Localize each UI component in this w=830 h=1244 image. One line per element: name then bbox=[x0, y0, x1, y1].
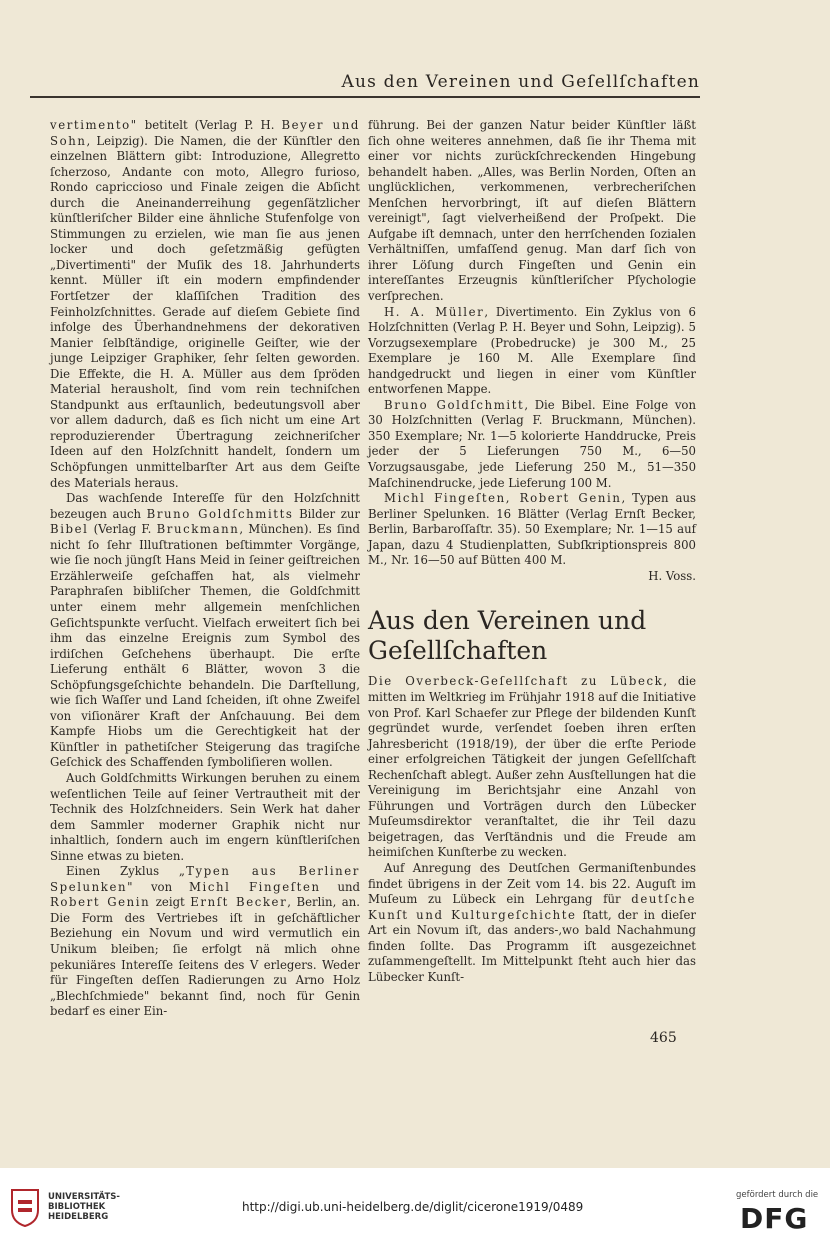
dfg-logo: DFG bbox=[740, 1202, 809, 1235]
text-run: ſtatt, der in dieſer Art ein Novum iſt, das anders-,wo bald Nachahmung finden ſollte. Das Programm iſt ausgezeichnet zuſammengeſtellt. Im Mittelpunkt ſteht auch hier das Lübecker Kunſt- bbox=[368, 907, 696, 984]
paragraph bbox=[368, 305, 696, 398]
spaced-text-run: Bibel bbox=[50, 522, 89, 537]
text-run: , Leipzig). Die Namen, die der Künſtler den einzelnen Blättern gibt: Introduzione, Allegretto ſcherzoso, Andante con moto, Allegro furioso, Rondo capriccioso und Finale zeigen die Abſicht durch die Aneinanderreihung gegenſätzlicher künſtleriſcher Bilder eine ähnliche Stufenfolge von Stimmungen zu erzielen, wie man ſie aus jenen locker und doch geſetzmäßig gefügten „Divertimenti" der Muſik des 18. Jahrhunderts kennt. Müller iſt ein modern empfindender Fortſetzer der klaſſiſchen Tradition des Feinholzſchnittes. Gerade auf dieſem Gebiete ſind infolge des Überhandnehmens der dekorativen Manier ſelbſtändige, originelle Geiſter, wie der junge Leipziger Graphiker, ſehr ſelten geworden. Die Effekte, die H. A. Müller aus dem ſpröden Material herausholt, ſind vom rein techniſchen Standpunkt aus erſtaunlich, bedeutungsvoll aber vor allem dadurch, daß es ſich nicht um eine Art reproduzierender Übertragung zeichneriſcher Ideen auf den Holzſchnitt handelt, ſondern um Schöpfungen unmittelbarſter Art aus dem Geiſte des Materials heraus. bbox=[50, 133, 360, 490]
text-run: und bbox=[320, 879, 360, 894]
spaced-text-run: Bruckmann bbox=[156, 522, 240, 537]
spaced-text-run: Michl Fingeſten bbox=[188, 879, 321, 894]
spaced-text-run: Beyer und Sohn bbox=[50, 118, 360, 148]
paragraph bbox=[50, 118, 360, 491]
paragraph bbox=[368, 398, 696, 491]
text-run: , Divertimento. Ein Zyklus von 6 Holzſchnitten (Verlag P. H. Beyer und Sohn, Leipzig). 5 Vorzugsexemplare (Probedrucke) je 300 M., 25 Exemplare je 160 M. Alle Exemplare ſind handgedruckt und liegen in einer vom Künſtler entworfenen Mappe. bbox=[368, 304, 696, 397]
text-run: , Berlin, an. Die Form des Vertriebes iſt in geſchäftlicher Beziehung ein Novum und wird vermutlich ein Unikum bleiben; ſie erfolgt nä mlich ohne pekuniäres Intereſſe ſeitens des V erlegers. Weder für Fingeſten deſſen Radierungen zu Arno Holz „Blechſchmiede" bekannt ſind, noch für Genin bedarf es einer Ein- bbox=[50, 895, 360, 1019]
running-head: Aus den Vereinen und Geſellſchaften bbox=[341, 72, 700, 92]
spaced-text-run: Michl Fingeſten, Robert Genin bbox=[384, 491, 622, 506]
spaced-text-run: H. A. Müller bbox=[384, 304, 485, 319]
text-run: zeigt bbox=[150, 895, 191, 910]
signature: H. Voss. bbox=[648, 568, 696, 583]
text-run: von bbox=[134, 879, 189, 894]
paragraph bbox=[50, 864, 360, 1019]
left-column bbox=[50, 118, 360, 1020]
section-heading: Aus den Vereinen und Geſellſchaften bbox=[368, 606, 647, 666]
library-logo-icon bbox=[8, 1188, 42, 1228]
spaced-text-run: Bruno Goldſchmitt bbox=[384, 397, 525, 412]
right-column-top bbox=[368, 118, 696, 569]
paragraph bbox=[50, 771, 360, 864]
spaced-text-run: „Typen aus Berliner Spelunken" bbox=[50, 864, 360, 894]
text-run: , Die Bibel. Eine Folge von 30 Holzſchnitten (Verlag F. Bruckmann, München). 350 Exemplare; Nr. 1—5 kolorierte Handdrucke, Preis jeder der 5 Lieferungen 750 M., 6—50 Vorzugsausgabe, jede Lieferung 250 M., 51—350 Maſchinendrucke, jede Lieferung 100 M. bbox=[368, 397, 696, 490]
paragraph bbox=[368, 491, 696, 569]
spaced-text-run: Die Overbeck-Geſellſchaft zu Lübeck bbox=[368, 674, 664, 689]
text-run: , Typen aus Berliner Spelunken. 16 Blätter (Verlag Ernſt Becker, Berlin, Barbaroſſaſtr. 35). 50 Exemplare; Nr. 1—15 auf Japan, dazu 4 Studienplatten, Subſkriptionspreis 800 M., Nr. 16—50 auf Bütten 400 M. bbox=[368, 491, 696, 568]
spaced-text-run: Ernſt Becker bbox=[190, 895, 288, 910]
paragraph bbox=[368, 118, 696, 305]
text-run: Auch Goldſchmitts Wirkungen beruhen zu einem weſentlichen Teile auf ſeiner Vertrautheit mit der Technik des Holzſchneiders. Sein Werk hat daher dem Sammler moderner Graphik nicht nur inhaltlich, ſondern auch im engern künſtleriſchen Sinne etwas zu bieten. bbox=[50, 770, 360, 863]
paragraph bbox=[50, 491, 360, 771]
right-column bbox=[368, 118, 696, 985]
paragraph bbox=[368, 674, 696, 861]
text-run: betitelt (Verlag P. H. bbox=[137, 118, 282, 132]
spaced-text-run: Robert Genin bbox=[50, 895, 151, 910]
text-run: Das wachſende Intereſſe für den Holzſchnitt bezeugen auch bbox=[50, 491, 360, 521]
footer-url-link[interactable]: http://digi.ub.uni-heidelberg.de/diglit/cicerone1919/0489 bbox=[242, 1200, 584, 1214]
text-run: Auf Anregung des Deutſchen Germaniſtenbundes findet übrigens in der Zeit vom 14. bis 22. Auguſt im Muſeum zu Lübeck ein Lehrgang für bbox=[368, 860, 696, 907]
library-name: UNIVERSITÄTS- BIBLIOTHEK HEIDELBERG bbox=[48, 1192, 120, 1222]
right-column-bottom bbox=[368, 674, 696, 985]
funding-caption: gefördert durch die bbox=[736, 1190, 819, 1200]
paragraph bbox=[368, 861, 696, 985]
spaced-text-run: deutſche Kunſt und Kulturgeſchichte bbox=[368, 892, 696, 922]
text-run: Einen Zyklus bbox=[66, 864, 179, 879]
spaced-text-run: vertimento" bbox=[50, 118, 138, 132]
spaced-text-run: Bruno Goldſchmitts bbox=[146, 506, 294, 521]
text-run: , die mitten im Weltkrieg im Frühjahr 1918 auf die Initiative von Prof. Karl Schaefer zur Pflege der bildenden Kunſt gegründet wurde, verſendet ſoeben ihren erſten Jahresbericht (1918/19), der über die erſte Periode einer erfolgreichen Tätigkeit der jungen Geſellſchaft Rechenſchaft ablegt. Außer zehn Ausſtellungen hat die Vereinigung im Berichtsjahr eine Anzahl von Führungen und Vorträgen durch den Lübecker Muſeumsdirektor veranſtaltet, die ihr Teil dazu beigetragen, das Verſtändnis und die Freude am heimiſchen Kunſterbe zu wecken. bbox=[368, 674, 696, 860]
text-run: Bilder zur bbox=[293, 506, 360, 521]
header-rule bbox=[30, 96, 700, 98]
text-run: führung. Bei der ganzen Natur beider Künſtler läßt ſich ohne weiteres annehmen, daß ſie ihr Thema mit einer vor nichts zurückſchreckenden Hingebung behandelt haben. „Alles, was Berlin Norden, Oſten an unglücklichen, verkommenen, verbrecheriſchen Menſchen hervorbringt, iſt auf dieſen Blättern vereinigt", ſagt vielverheißend der Proſpekt. Die Aufgabe iſt demnach, unter den herrſchenden ſozialen Verhältniſſen, umfaſſend genug. Man darf ſich von ihrer Löſung durch Fingeſten und Genin ein intereſſantes Erzeugnis künſtleriſcher Pſychologie verſprechen. bbox=[368, 118, 696, 304]
text-run: , München). Es ſind nicht ſo ſehr Illuſtrationen beſtimmter Vorgänge, wie ſie noch jüngſt Hans Meid in ſeiner geiſtreichen Erzählerweiſe geſchaffen hat, als vielmehr Paraphraſen bibliſcher Themen, die Goldſchmitt unter einem mehr allgemein menſchlichen Geſichtspunkte verſucht. Vielfach erweitert ſich bei ihm das einzelne Ereignis zum Symbol des irdiſchen Geſchehens überhaupt. Die erſte Lieferung enthält 6 Blätter, wovon 3 die Schöpfungsgeſchichte behandeln. Die Darſtellung, wie ſich Waſſer und Land ſcheiden, iſt ohne Zweifel von viſionärer Kraft der Anſchauung. Bei dem Kampfe Hiobs um die Gerechtigkeit hat der Künſtler in pathetiſcher Steigerung das tragiſche Geſchick des Schaffenden ſymboliſieren wollen. bbox=[50, 522, 361, 770]
text-run: (Verlag F. bbox=[88, 522, 157, 537]
page-number: 465 bbox=[650, 1030, 677, 1046]
